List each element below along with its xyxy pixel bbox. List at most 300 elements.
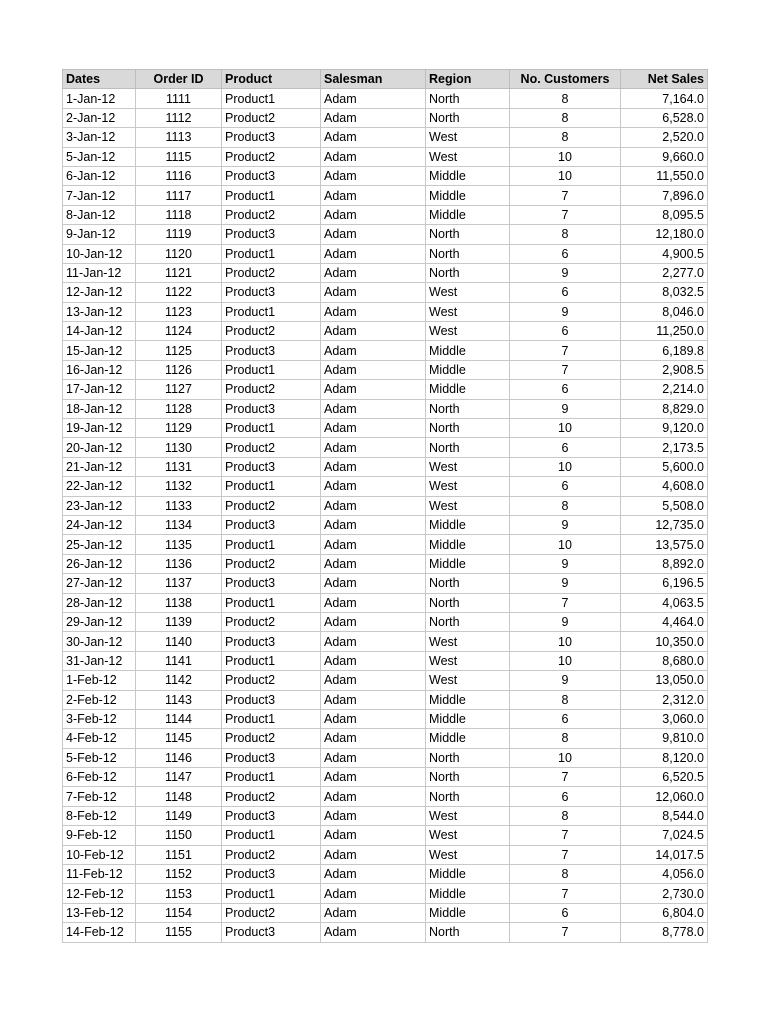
cell-date: 12-Jan-12 (63, 283, 136, 302)
cell-no-customers: 7 (510, 826, 621, 845)
table-row (63, 903, 708, 922)
cell-region: Middle (426, 360, 510, 379)
cell-net-sales: 8,892.0 (621, 554, 708, 573)
cell-net-sales: 2,520.0 (621, 128, 708, 147)
cell-net-sales: 7,896.0 (621, 186, 708, 205)
cell-no-customers: 6 (510, 283, 621, 302)
table-row (63, 302, 708, 321)
cell-salesman: Adam (321, 923, 426, 942)
cell-salesman: Adam (321, 166, 426, 185)
cell-salesman: Adam (321, 709, 426, 728)
cell-date: 1-Feb-12 (63, 671, 136, 690)
header-region: Region (426, 70, 510, 89)
cell-date: 13-Feb-12 (63, 903, 136, 922)
cell-order-id: 1113 (136, 128, 222, 147)
cell-no-customers: 8 (510, 690, 621, 709)
cell-order-id: 1116 (136, 166, 222, 185)
cell-no-customers: 7 (510, 923, 621, 942)
cell-salesman: Adam (321, 244, 426, 263)
table-row (63, 884, 708, 903)
cell-region: North (426, 768, 510, 787)
table-row (63, 768, 708, 787)
cell-salesman: Adam (321, 806, 426, 825)
cell-no-customers: 10 (510, 147, 621, 166)
cell-net-sales: 7,164.0 (621, 89, 708, 108)
header-row (63, 70, 708, 89)
table-row (63, 574, 708, 593)
cell-no-customers: 9 (510, 612, 621, 631)
cell-product: Product3 (222, 748, 321, 767)
cell-order-id: 1121 (136, 263, 222, 282)
cell-no-customers: 9 (510, 515, 621, 534)
cell-region: North (426, 419, 510, 438)
cell-net-sales: 10,350.0 (621, 632, 708, 651)
cell-date: 24-Jan-12 (63, 515, 136, 534)
cell-region: Middle (426, 884, 510, 903)
cell-date: 14-Jan-12 (63, 322, 136, 341)
cell-salesman: Adam (321, 89, 426, 108)
cell-salesman: Adam (321, 903, 426, 922)
cell-product: Product3 (222, 690, 321, 709)
cell-product: Product1 (222, 419, 321, 438)
cell-no-customers: 9 (510, 554, 621, 573)
cell-date: 23-Jan-12 (63, 496, 136, 515)
cell-product: Product2 (222, 380, 321, 399)
cell-order-id: 1151 (136, 845, 222, 864)
cell-order-id: 1111 (136, 89, 222, 108)
cell-no-customers: 6 (510, 787, 621, 806)
cell-order-id: 1143 (136, 690, 222, 709)
cell-order-id: 1127 (136, 380, 222, 399)
table-row (63, 360, 708, 379)
cell-date: 9-Feb-12 (63, 826, 136, 845)
cell-salesman: Adam (321, 865, 426, 884)
cell-product: Product1 (222, 186, 321, 205)
cell-salesman: Adam (321, 438, 426, 457)
cell-net-sales: 4,056.0 (621, 865, 708, 884)
cell-order-id: 1152 (136, 865, 222, 884)
cell-order-id: 1128 (136, 399, 222, 418)
cell-date: 1-Jan-12 (63, 89, 136, 108)
cell-no-customers: 9 (510, 671, 621, 690)
cell-product: Product3 (222, 166, 321, 185)
cell-date: 28-Jan-12 (63, 593, 136, 612)
table-row (63, 787, 708, 806)
table-row (63, 554, 708, 573)
cell-date: 25-Jan-12 (63, 535, 136, 554)
cell-order-id: 1155 (136, 923, 222, 942)
cell-region: Middle (426, 380, 510, 399)
table-row (63, 244, 708, 263)
table-row (63, 593, 708, 612)
header-product: Product (222, 70, 321, 89)
cell-net-sales: 9,120.0 (621, 419, 708, 438)
cell-region: Middle (426, 205, 510, 224)
cell-region: Middle (426, 865, 510, 884)
cell-salesman: Adam (321, 574, 426, 593)
cell-net-sales: 4,464.0 (621, 612, 708, 631)
cell-product: Product3 (222, 574, 321, 593)
cell-product: Product1 (222, 89, 321, 108)
cell-date: 31-Jan-12 (63, 651, 136, 670)
cell-net-sales: 12,060.0 (621, 787, 708, 806)
cell-order-id: 1146 (136, 748, 222, 767)
cell-region: Middle (426, 166, 510, 185)
cell-date: 14-Feb-12 (63, 923, 136, 942)
table-row (63, 128, 708, 147)
table-row (63, 612, 708, 631)
cell-date: 2-Jan-12 (63, 108, 136, 127)
cell-region: North (426, 438, 510, 457)
cell-no-customers: 6 (510, 709, 621, 728)
cell-net-sales: 8,544.0 (621, 806, 708, 825)
cell-date: 6-Jan-12 (63, 166, 136, 185)
table-row (63, 806, 708, 825)
cell-product: Product1 (222, 360, 321, 379)
cell-region: Middle (426, 690, 510, 709)
cell-no-customers: 10 (510, 419, 621, 438)
table-row (63, 438, 708, 457)
table-row (63, 166, 708, 185)
cell-region: West (426, 147, 510, 166)
cell-no-customers: 10 (510, 457, 621, 476)
table-row (63, 709, 708, 728)
cell-region: West (426, 845, 510, 864)
cell-no-customers: 7 (510, 360, 621, 379)
cell-no-customers: 10 (510, 748, 621, 767)
cell-no-customers: 7 (510, 341, 621, 360)
cell-region: West (426, 302, 510, 321)
cell-product: Product3 (222, 632, 321, 651)
cell-salesman: Adam (321, 768, 426, 787)
cell-region: North (426, 787, 510, 806)
cell-no-customers: 10 (510, 651, 621, 670)
cell-net-sales: 5,508.0 (621, 496, 708, 515)
cell-product: Product1 (222, 302, 321, 321)
cell-no-customers: 7 (510, 768, 621, 787)
header-order-id: Order ID (136, 70, 222, 89)
cell-no-customers: 10 (510, 535, 621, 554)
table-row (63, 186, 708, 205)
cell-region: North (426, 225, 510, 244)
cell-net-sales: 2,730.0 (621, 884, 708, 903)
cell-date: 4-Feb-12 (63, 729, 136, 748)
cell-date: 8-Jan-12 (63, 205, 136, 224)
cell-region: North (426, 399, 510, 418)
cell-order-id: 1144 (136, 709, 222, 728)
table-row (63, 632, 708, 651)
cell-date: 17-Jan-12 (63, 380, 136, 399)
cell-order-id: 1118 (136, 205, 222, 224)
table-row (63, 147, 708, 166)
cell-salesman: Adam (321, 515, 426, 534)
cell-region: North (426, 593, 510, 612)
cell-product: Product3 (222, 865, 321, 884)
cell-region: Middle (426, 515, 510, 534)
table-header (63, 70, 708, 89)
cell-product: Product1 (222, 826, 321, 845)
cell-product: Product3 (222, 457, 321, 476)
cell-product: Product3 (222, 515, 321, 534)
cell-date: 2-Feb-12 (63, 690, 136, 709)
cell-salesman: Adam (321, 419, 426, 438)
cell-region: West (426, 632, 510, 651)
cell-salesman: Adam (321, 729, 426, 748)
cell-salesman: Adam (321, 826, 426, 845)
cell-net-sales: 6,528.0 (621, 108, 708, 127)
cell-order-id: 1117 (136, 186, 222, 205)
cell-product: Product3 (222, 283, 321, 302)
cell-region: West (426, 671, 510, 690)
cell-product: Product3 (222, 923, 321, 942)
table-row (63, 341, 708, 360)
table-row (63, 380, 708, 399)
cell-no-customers: 7 (510, 205, 621, 224)
table-row (63, 748, 708, 767)
cell-no-customers: 7 (510, 884, 621, 903)
cell-order-id: 1141 (136, 651, 222, 670)
cell-region: North (426, 263, 510, 282)
cell-salesman: Adam (321, 748, 426, 767)
cell-date: 29-Jan-12 (63, 612, 136, 631)
table-row (63, 263, 708, 282)
cell-salesman: Adam (321, 186, 426, 205)
cell-order-id: 1133 (136, 496, 222, 515)
cell-net-sales: 2,173.5 (621, 438, 708, 457)
table-row (63, 865, 708, 884)
cell-net-sales: 9,660.0 (621, 147, 708, 166)
cell-product: Product2 (222, 263, 321, 282)
cell-region: West (426, 496, 510, 515)
cell-order-id: 1131 (136, 457, 222, 476)
cell-region: Middle (426, 554, 510, 573)
table-row (63, 225, 708, 244)
cell-date: 7-Jan-12 (63, 186, 136, 205)
cell-product: Product2 (222, 787, 321, 806)
cell-salesman: Adam (321, 612, 426, 631)
cell-date: 5-Jan-12 (63, 147, 136, 166)
cell-order-id: 1120 (136, 244, 222, 263)
cell-net-sales: 13,050.0 (621, 671, 708, 690)
cell-date: 6-Feb-12 (63, 768, 136, 787)
cell-no-customers: 6 (510, 244, 621, 263)
cell-net-sales: 4,608.0 (621, 477, 708, 496)
cell-order-id: 1150 (136, 826, 222, 845)
cell-date: 7-Feb-12 (63, 787, 136, 806)
cell-date: 16-Jan-12 (63, 360, 136, 379)
cell-product: Product2 (222, 729, 321, 748)
cell-net-sales: 5,600.0 (621, 457, 708, 476)
cell-net-sales: 2,312.0 (621, 690, 708, 709)
cell-salesman: Adam (321, 380, 426, 399)
cell-order-id: 1142 (136, 671, 222, 690)
cell-salesman: Adam (321, 845, 426, 864)
cell-order-id: 1138 (136, 593, 222, 612)
cell-order-id: 1130 (136, 438, 222, 457)
cell-salesman: Adam (321, 399, 426, 418)
cell-no-customers: 8 (510, 496, 621, 515)
table-row (63, 205, 708, 224)
cell-salesman: Adam (321, 496, 426, 515)
cell-net-sales: 8,046.0 (621, 302, 708, 321)
cell-salesman: Adam (321, 690, 426, 709)
cell-date: 12-Feb-12 (63, 884, 136, 903)
cell-salesman: Adam (321, 302, 426, 321)
cell-salesman: Adam (321, 651, 426, 670)
cell-order-id: 1134 (136, 515, 222, 534)
cell-salesman: Adam (321, 108, 426, 127)
table-row (63, 283, 708, 302)
cell-product: Product2 (222, 845, 321, 864)
cell-date: 10-Jan-12 (63, 244, 136, 263)
table-row (63, 399, 708, 418)
cell-order-id: 1137 (136, 574, 222, 593)
cell-product: Product3 (222, 341, 321, 360)
table-row (63, 690, 708, 709)
cell-product: Product2 (222, 554, 321, 573)
table-row (63, 496, 708, 515)
cell-date: 10-Feb-12 (63, 845, 136, 864)
cell-no-customers: 6 (510, 477, 621, 496)
cell-date: 18-Jan-12 (63, 399, 136, 418)
table-row (63, 515, 708, 534)
cell-date: 27-Jan-12 (63, 574, 136, 593)
cell-order-id: 1129 (136, 419, 222, 438)
cell-no-customers: 6 (510, 903, 621, 922)
table-row (63, 845, 708, 864)
cell-region: Middle (426, 729, 510, 748)
cell-date: 11-Feb-12 (63, 865, 136, 884)
cell-net-sales: 8,680.0 (621, 651, 708, 670)
cell-no-customers: 9 (510, 574, 621, 593)
cell-product: Product2 (222, 496, 321, 515)
cell-date: 9-Jan-12 (63, 225, 136, 244)
table-row (63, 826, 708, 845)
cell-salesman: Adam (321, 477, 426, 496)
table-row (63, 535, 708, 554)
cell-salesman: Adam (321, 671, 426, 690)
cell-region: West (426, 651, 510, 670)
cell-net-sales: 2,277.0 (621, 263, 708, 282)
cell-no-customers: 6 (510, 438, 621, 457)
table-row (63, 457, 708, 476)
cell-net-sales: 8,829.0 (621, 399, 708, 418)
cell-date: 20-Jan-12 (63, 438, 136, 457)
cell-product: Product2 (222, 903, 321, 922)
cell-salesman: Adam (321, 457, 426, 476)
cell-product: Product3 (222, 806, 321, 825)
cell-product: Product2 (222, 322, 321, 341)
table-row (63, 108, 708, 127)
cell-salesman: Adam (321, 341, 426, 360)
cell-region: Middle (426, 903, 510, 922)
cell-region: Middle (426, 709, 510, 728)
cell-order-id: 1149 (136, 806, 222, 825)
cell-no-customers: 8 (510, 89, 621, 108)
cell-order-id: 1132 (136, 477, 222, 496)
cell-no-customers: 8 (510, 128, 621, 147)
cell-date: 19-Jan-12 (63, 419, 136, 438)
cell-order-id: 1139 (136, 612, 222, 631)
cell-order-id: 1123 (136, 302, 222, 321)
cell-product: Product1 (222, 884, 321, 903)
cell-net-sales: 6,196.5 (621, 574, 708, 593)
cell-product: Product1 (222, 477, 321, 496)
cell-region: North (426, 89, 510, 108)
cell-net-sales: 8,120.0 (621, 748, 708, 767)
cell-net-sales: 7,024.5 (621, 826, 708, 845)
cell-net-sales: 11,250.0 (621, 322, 708, 341)
cell-salesman: Adam (321, 147, 426, 166)
cell-no-customers: 7 (510, 593, 621, 612)
cell-order-id: 1126 (136, 360, 222, 379)
cell-product: Product2 (222, 671, 321, 690)
cell-net-sales: 13,575.0 (621, 535, 708, 554)
cell-product: Product2 (222, 612, 321, 631)
cell-no-customers: 9 (510, 263, 621, 282)
cell-product: Product2 (222, 438, 321, 457)
cell-net-sales: 3,060.0 (621, 709, 708, 728)
cell-no-customers: 8 (510, 729, 621, 748)
cell-salesman: Adam (321, 322, 426, 341)
cell-no-customers: 7 (510, 186, 621, 205)
cell-salesman: Adam (321, 360, 426, 379)
table-row (63, 671, 708, 690)
cell-region: Middle (426, 535, 510, 554)
cell-order-id: 1153 (136, 884, 222, 903)
cell-region: North (426, 574, 510, 593)
cell-date: 30-Jan-12 (63, 632, 136, 651)
cell-no-customers: 6 (510, 322, 621, 341)
cell-region: West (426, 806, 510, 825)
cell-net-sales: 8,032.5 (621, 283, 708, 302)
cell-product: Product3 (222, 128, 321, 147)
table-row (63, 89, 708, 108)
header-net-sales: Net Sales (621, 70, 708, 89)
cell-order-id: 1136 (136, 554, 222, 573)
cell-no-customers: 10 (510, 632, 621, 651)
table-body (63, 89, 708, 942)
cell-region: North (426, 748, 510, 767)
cell-no-customers: 8 (510, 806, 621, 825)
cell-product: Product1 (222, 535, 321, 554)
cell-region: North (426, 108, 510, 127)
cell-no-customers: 8 (510, 865, 621, 884)
cell-date: 3-Feb-12 (63, 709, 136, 728)
cell-product: Product3 (222, 399, 321, 418)
cell-order-id: 1140 (136, 632, 222, 651)
cell-no-customers: 8 (510, 108, 621, 127)
cell-order-id: 1112 (136, 108, 222, 127)
cell-net-sales: 12,180.0 (621, 225, 708, 244)
cell-date: 15-Jan-12 (63, 341, 136, 360)
cell-salesman: Adam (321, 128, 426, 147)
cell-net-sales: 4,063.5 (621, 593, 708, 612)
cell-salesman: Adam (321, 787, 426, 806)
cell-region: North (426, 923, 510, 942)
cell-region: North (426, 612, 510, 631)
cell-order-id: 1115 (136, 147, 222, 166)
cell-date: 13-Jan-12 (63, 302, 136, 321)
cell-region: West (426, 322, 510, 341)
cell-no-customers: 6 (510, 380, 621, 399)
header-dates: Dates (63, 70, 136, 89)
cell-date: 26-Jan-12 (63, 554, 136, 573)
cell-salesman: Adam (321, 593, 426, 612)
cell-order-id: 1124 (136, 322, 222, 341)
cell-net-sales: 14,017.5 (621, 845, 708, 864)
cell-region: West (426, 283, 510, 302)
